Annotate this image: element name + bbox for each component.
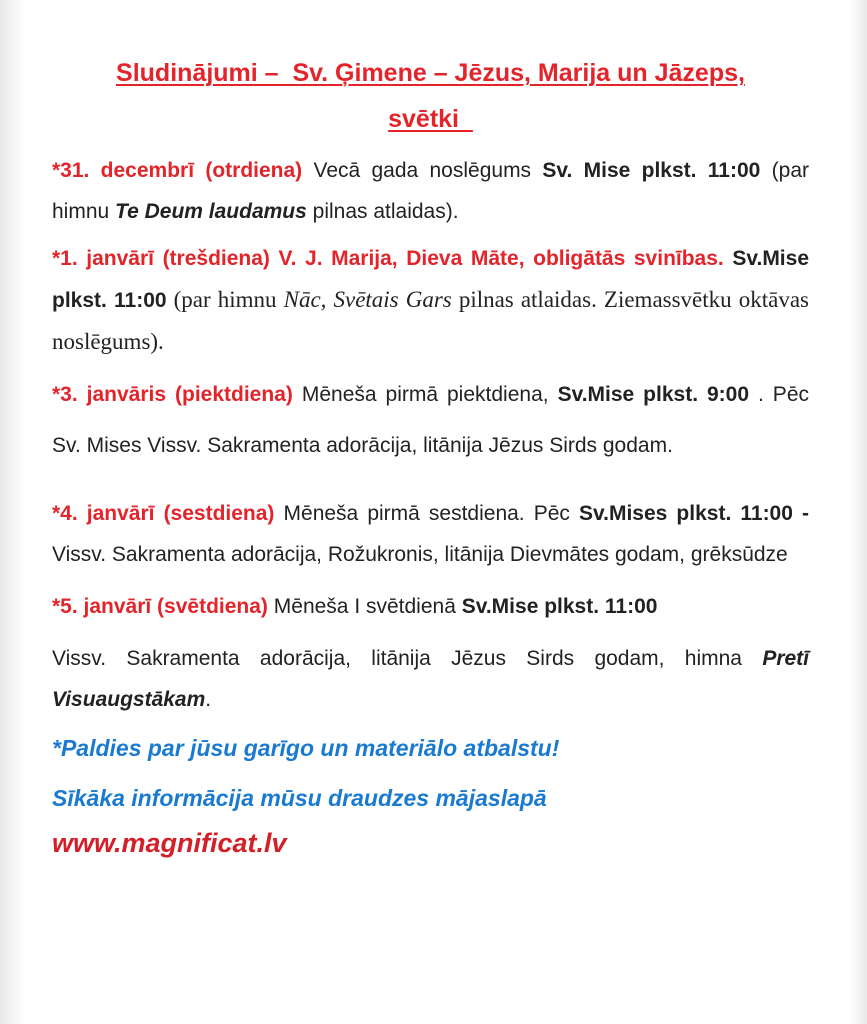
mass-time: Sv.Mise plkst. 11:00: [461, 595, 658, 618]
title-line-1: Sludinājumi – Sv. Ģimene – Jēzus, Marija un Jāzeps,: [116, 59, 745, 87]
mass-time: Sv. Mise plkst. 11:00: [542, 159, 761, 182]
hymn-name: Nāc, Svētais Gars: [283, 287, 452, 312]
info-note: Sīkāka informācija mūsu draudzes mājaslapā: [52, 785, 547, 811]
title-line-2: svētki: [388, 105, 473, 133]
text: Mēneša I svētdienā: [267, 595, 462, 618]
date-label: *4. janvārī (sestdiena): [52, 502, 275, 525]
text: Vissv. Sakramenta adorācija, litānija Jēzus Sirds godam, himna: [52, 647, 763, 670]
text: . Pēc Sv. Mises Vissv. Sakramenta adorācija, litānija Jēzus Sirds godam.: [52, 383, 809, 457]
text: pilnas atlaidas).: [306, 200, 459, 223]
announcement-jan-5-details: [52, 638, 809, 720]
date-label: *31. decembrī (otrdiena): [52, 159, 303, 182]
announcement-jan-1: [52, 238, 809, 363]
hymn-name: Te Deum laudamus: [115, 200, 307, 223]
thanks-note: *Paldies par jūsu garīgo un materiālo atbalstu!: [52, 735, 560, 761]
announcement-dec-31: [52, 150, 809, 232]
date-label: *3. janvāris (piektdiena): [52, 383, 293, 406]
text: (par himnu: [52, 159, 809, 223]
text: Mēneša pirmā sestdiena. Pēc: [274, 502, 580, 525]
mass-time: Sv.Mise plkst. 11:00: [52, 247, 809, 312]
page-edge-shadow-right: [849, 0, 867, 1024]
announcement-jan-5: [52, 581, 809, 632]
date-label: *5. janvārī (svētdiena): [52, 595, 268, 618]
page-title: [52, 50, 809, 142]
mass-time: Sv.Mise plkst. 9:00: [557, 383, 750, 406]
text: Mēneša pirmā piektdiena,: [292, 383, 558, 406]
text: Vissv. Sakramenta adorācija, Rožukronis, litānija Dievmātes godam, grēksūdze: [52, 543, 788, 566]
announcement-jan-4: [52, 493, 809, 575]
text: pilnas atlaidas. Ziemassvētku oktāvas noslēgums).: [52, 287, 809, 354]
page-edge-shadow-left: [0, 0, 26, 1024]
announcement-content: [52, 50, 809, 866]
text: (par himnu: [166, 287, 284, 312]
website-link[interactable]: www.magnificat.lv: [52, 828, 287, 858]
mass-time: Sv.Mises plkst. 11:00 -: [579, 502, 809, 525]
date-label: *1. janvārī (trešdiena) V. J. Marija, Dieva Māte, obligātās svinības.: [52, 247, 724, 270]
hymn-name: Pretī Visuaugstākam: [52, 647, 809, 711]
announcement-jan-3: [52, 369, 809, 471]
text: .: [205, 688, 212, 711]
text: Vecā gada noslēgums: [302, 159, 543, 182]
